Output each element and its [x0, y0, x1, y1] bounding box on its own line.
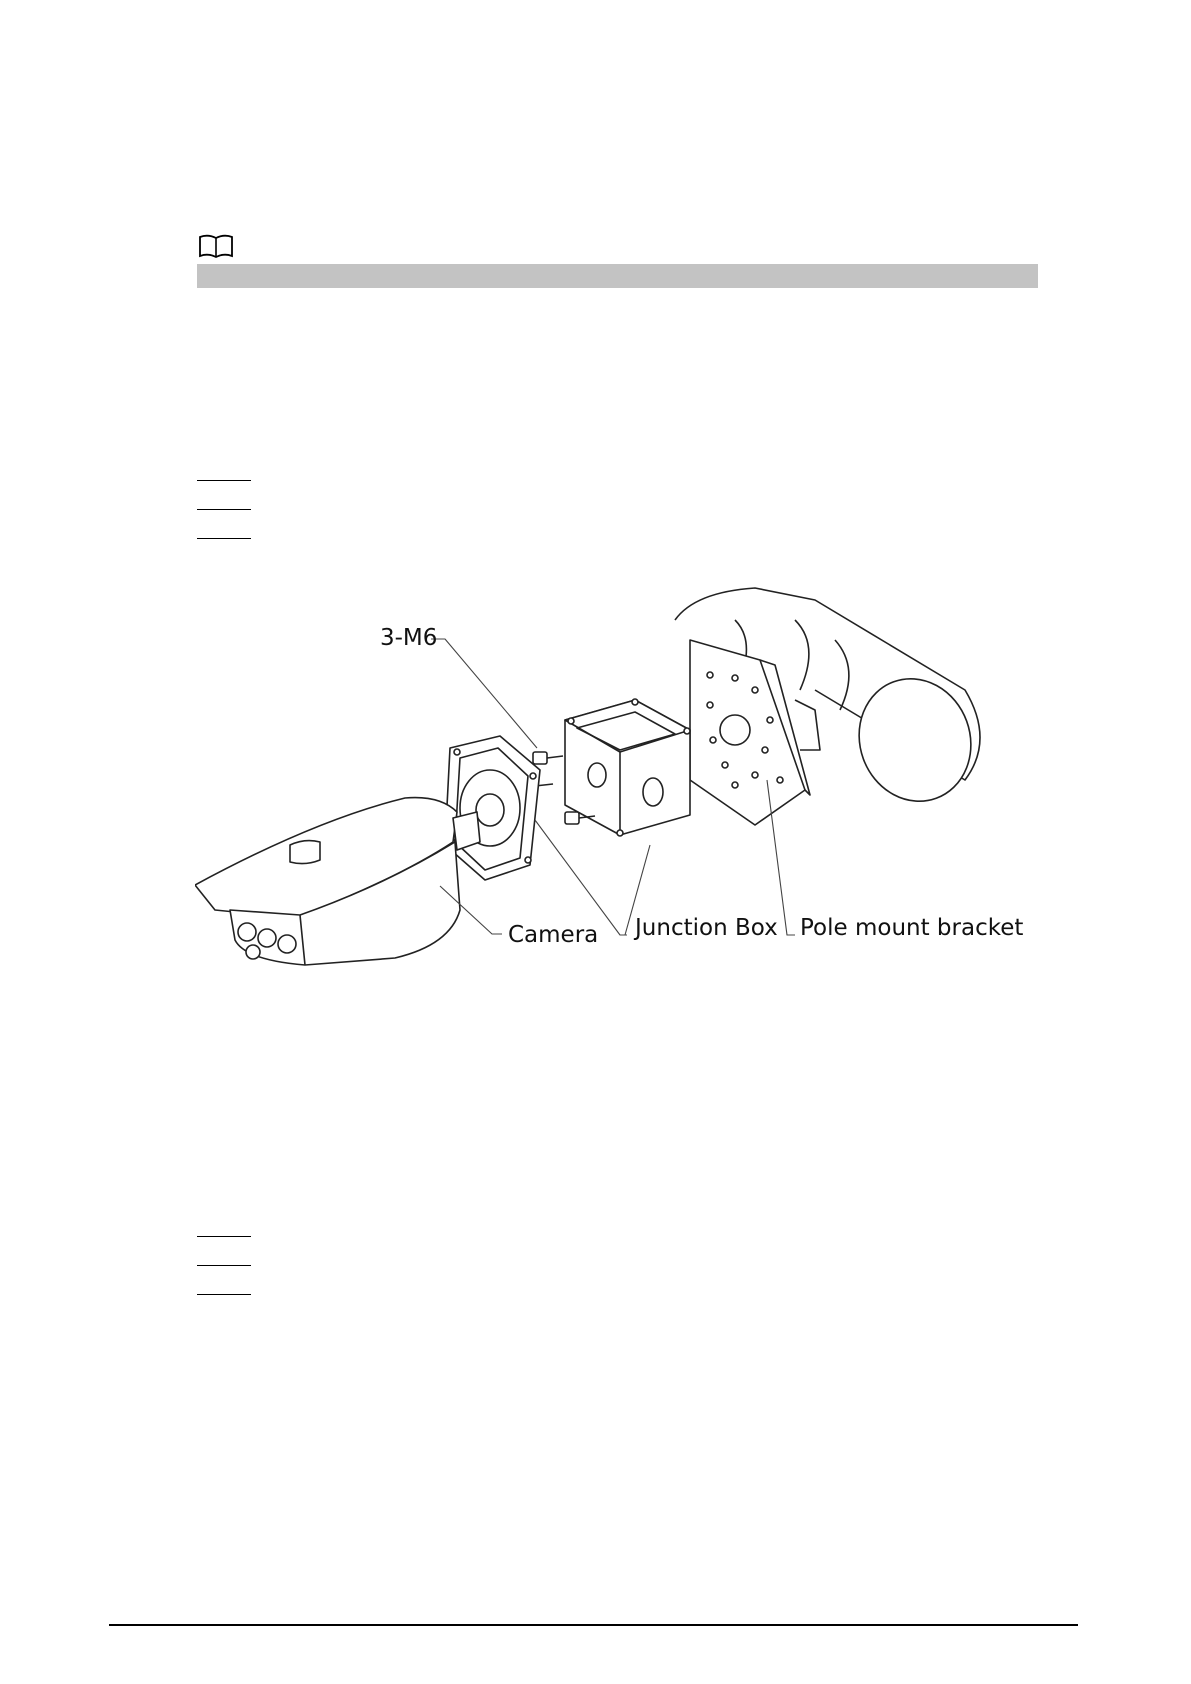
- callout-junction-box: Junction Box: [635, 915, 778, 941]
- camera-body: [195, 798, 480, 965]
- step-marker-4: [197, 1236, 251, 1237]
- callout-camera: Camera: [508, 922, 599, 948]
- callout-3-m6: 3-M6: [380, 625, 438, 651]
- step-marker-6: [197, 1294, 251, 1295]
- junction-box: [565, 699, 690, 836]
- installation-diagram: [195, 580, 1080, 1040]
- footer-rule: [109, 1624, 1078, 1626]
- callout-pole-mount-bracket: Pole mount bracket: [800, 915, 1024, 941]
- installation-diagram-svg: [195, 580, 1080, 1040]
- book-icon: [197, 233, 235, 259]
- step-marker-3: [197, 538, 251, 539]
- note-header-bar: [197, 264, 1038, 288]
- step-marker-1: [197, 480, 251, 481]
- mounting-plate: [445, 736, 540, 880]
- step-marker-5: [197, 1265, 251, 1266]
- step-marker-2: [197, 509, 251, 510]
